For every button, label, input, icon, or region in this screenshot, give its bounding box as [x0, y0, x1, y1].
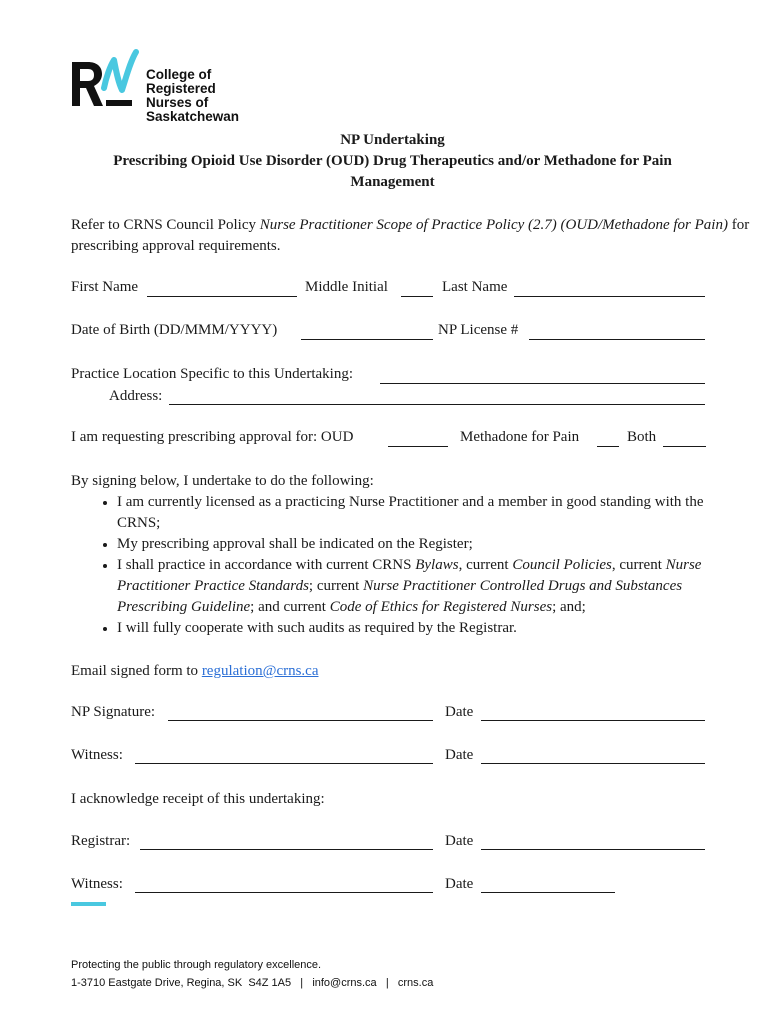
first-name-field[interactable] [147, 296, 297, 297]
email-label: Email signed form to [71, 663, 202, 679]
undertake-list [71, 492, 721, 639]
bullet-3-text: , current [458, 557, 513, 573]
code-of-ethics-ref: Code of Ethics for Registered Nurses [329, 599, 553, 615]
intro-prefix: Refer to CRNS Council Policy [71, 217, 260, 233]
bullet-3-text: ; and; [552, 599, 586, 615]
policy-reference: Nurse Practitioner Scope of Practice Policy (2.7) (OUD/Methadone for Pain) [259, 217, 728, 233]
list-item [117, 492, 721, 534]
bullet-4-text: I will fully cooperate with such audits as required by the Registrar. [117, 620, 517, 636]
both-field[interactable] [663, 446, 706, 447]
witness-signature-field[interactable] [135, 763, 433, 764]
prescribing-guideline-ref: Nurse Practitioner Controlled Drugs and Substances Prescribing Guideline [117, 578, 683, 615]
dob-label: Date of Birth (DD/MMM/YYYY) [71, 322, 278, 338]
logo-line: College of [146, 67, 212, 82]
address-label: Address: [109, 388, 163, 404]
registrar-signature-field[interactable] [140, 849, 433, 850]
footer-contact: 1-3710 Eastgate Drive, Regina, SK S4Z 1A5 | info@crns.ca | crns.ca [71, 977, 434, 989]
bullet-2-text: My prescribing approval shall be indicated on the Register; [117, 536, 473, 552]
practice-location-label: Practice Location Specific to this Undertaking: [71, 366, 353, 382]
logo-line: Nurses of [146, 95, 209, 110]
crns-logo [70, 48, 142, 110]
bullet-1-text: I am currently licensed as a practicing Nurse Practitioner and a member in good standing with the CRNS; [117, 494, 704, 531]
title-line-3: Management [350, 174, 435, 190]
witness-label: Witness: [71, 876, 123, 892]
title-line-1: NP Undertaking [340, 132, 445, 148]
date-label: Date [445, 876, 474, 892]
rn-logo-icon [70, 48, 142, 110]
first-name-label: First Name [71, 279, 139, 295]
registrar-date-field[interactable] [481, 849, 705, 850]
date-label: Date [445, 833, 474, 849]
methadone-field[interactable] [597, 446, 619, 447]
bullet-3-text: , current [611, 557, 666, 573]
practice-location-field[interactable] [380, 383, 705, 384]
acknowledge-text: I acknowledge receipt of this undertaking: [71, 791, 325, 807]
requesting-label: I am requesting prescribing approval for: OUD [71, 429, 354, 445]
bullet-3-text: I shall practice in accordance with current CRNS [117, 557, 416, 573]
np-signature-date-field[interactable] [481, 720, 705, 721]
logo-line: Registered [146, 81, 216, 96]
bylaws-ref: Bylaws [415, 557, 459, 573]
date-label: Date [445, 704, 474, 720]
witness-label: Witness: [71, 747, 123, 763]
oud-field[interactable] [388, 446, 448, 447]
bullet-3-text: ; current [308, 578, 364, 594]
email-instruction [71, 661, 319, 682]
address-field[interactable] [169, 404, 705, 405]
dob-field[interactable] [301, 339, 433, 340]
logo-wordmark [146, 68, 239, 124]
title-line-2: Prescribing Opioid Use Disorder (OUD) Drug Therapeutics and/or Methadone for Pain [113, 153, 672, 169]
bullet-3-text: ; and current [250, 599, 330, 615]
intro-line-2: prescribing approval requirements. [71, 238, 281, 254]
document-title [60, 130, 725, 193]
last-name-label: Last Name [442, 279, 508, 295]
footer-tagline: Protecting the public through regulatory excellence. [71, 959, 322, 971]
name-row [71, 279, 138, 296]
practice-standards-ref: Nurse Practitioner Practice Standards [117, 557, 702, 594]
registrar-witness-date-field[interactable] [481, 892, 615, 893]
intro-suffix: for [727, 217, 750, 233]
last-name-field[interactable] [514, 296, 705, 297]
methadone-label: Methadone for Pain [460, 429, 580, 445]
middle-initial-label: Middle Initial [305, 279, 388, 295]
undertake-lead: By signing below, I undertake to do the following: [71, 473, 374, 489]
date-label: Date [445, 747, 474, 763]
accent-divider [71, 902, 106, 906]
list-item [117, 555, 721, 618]
both-label: Both [627, 429, 657, 445]
email-link[interactable]: regulation@crns.ca [201, 663, 319, 679]
middle-initial-field[interactable] [401, 296, 433, 297]
np-license-field[interactable] [529, 339, 705, 340]
np-license-label: NP License # [438, 322, 519, 338]
np-signature-label: NP Signature: [71, 704, 156, 720]
registrar-label: Registrar: [71, 833, 131, 849]
intro-paragraph [71, 215, 749, 257]
witness-date-field[interactable] [481, 763, 705, 764]
council-policies-ref: Council Policies [512, 557, 612, 573]
logo-line: Saskatchewan [146, 109, 240, 124]
registrar-witness-field[interactable] [135, 892, 433, 893]
np-signature-field[interactable] [168, 720, 433, 721]
list-item [117, 618, 721, 639]
list-item [117, 534, 721, 555]
